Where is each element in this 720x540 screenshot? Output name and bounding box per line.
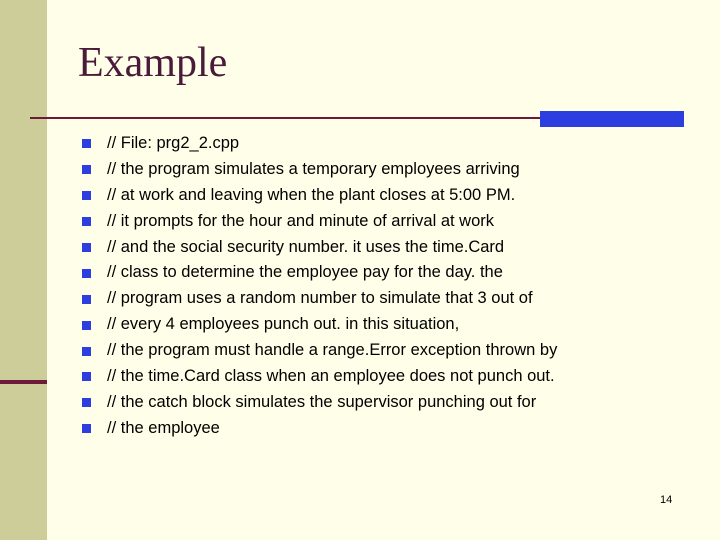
left-accent-line bbox=[0, 380, 47, 384]
left-decorative-band bbox=[0, 0, 47, 540]
bullet-text: // the time.Card class when an employee does not punch out. bbox=[107, 367, 555, 386]
bullet-text: // the catch block simulates the supervisor punching out for bbox=[107, 392, 537, 411]
bullet-text: // program uses a random number to simulate that 3 out of bbox=[107, 289, 533, 308]
bullet-item bbox=[82, 183, 557, 209]
square-bullet-icon bbox=[82, 398, 91, 407]
bullet-text: // the program simulates a temporary employees arriving bbox=[107, 159, 520, 178]
square-bullet-icon bbox=[82, 321, 91, 330]
bullet-item bbox=[82, 157, 557, 183]
square-bullet-icon bbox=[82, 165, 91, 174]
bullet-item bbox=[82, 364, 557, 390]
bullet-text: // at work and leaving when the plant closes at 5:00 PM. bbox=[107, 185, 516, 204]
bullet-text: // class to determine the employee pay for the day. the bbox=[107, 263, 503, 282]
bullet-item bbox=[82, 390, 557, 416]
title-divider-line bbox=[30, 117, 540, 119]
bullet-item bbox=[82, 131, 557, 157]
bullet-text: // File: prg2_2.cpp bbox=[107, 134, 240, 152]
square-bullet-icon bbox=[82, 139, 91, 148]
bullet-item bbox=[82, 416, 557, 442]
bullet-text: // every 4 employees punch out. in this situation, bbox=[107, 315, 460, 334]
bullet-item bbox=[82, 338, 557, 364]
bullet-text: // it prompts for the hour and minute of arrival at work bbox=[107, 211, 495, 230]
square-bullet-icon bbox=[82, 424, 91, 433]
square-bullet-icon bbox=[82, 372, 91, 381]
bullet-item bbox=[82, 286, 557, 312]
square-bullet-icon bbox=[82, 269, 91, 278]
square-bullet-icon bbox=[82, 191, 91, 200]
bullet-list bbox=[82, 131, 557, 442]
square-bullet-icon bbox=[82, 243, 91, 252]
bullet-item bbox=[82, 312, 557, 338]
square-bullet-icon bbox=[82, 347, 91, 356]
square-bullet-icon bbox=[82, 217, 91, 226]
slide-title: Example bbox=[78, 40, 228, 86]
page-number: 14 bbox=[660, 494, 673, 506]
square-bullet-icon bbox=[82, 295, 91, 304]
bullet-item bbox=[82, 209, 557, 235]
bullet-text: // and the social security number. it uses the time.Card bbox=[107, 237, 505, 256]
bullet-text: // the program must handle a range.Error exception thrown by bbox=[107, 341, 558, 360]
bullet-item bbox=[82, 235, 557, 261]
bullet-text: // the employee bbox=[107, 418, 220, 437]
title-divider-bar bbox=[540, 111, 684, 127]
bullet-item bbox=[82, 260, 557, 286]
